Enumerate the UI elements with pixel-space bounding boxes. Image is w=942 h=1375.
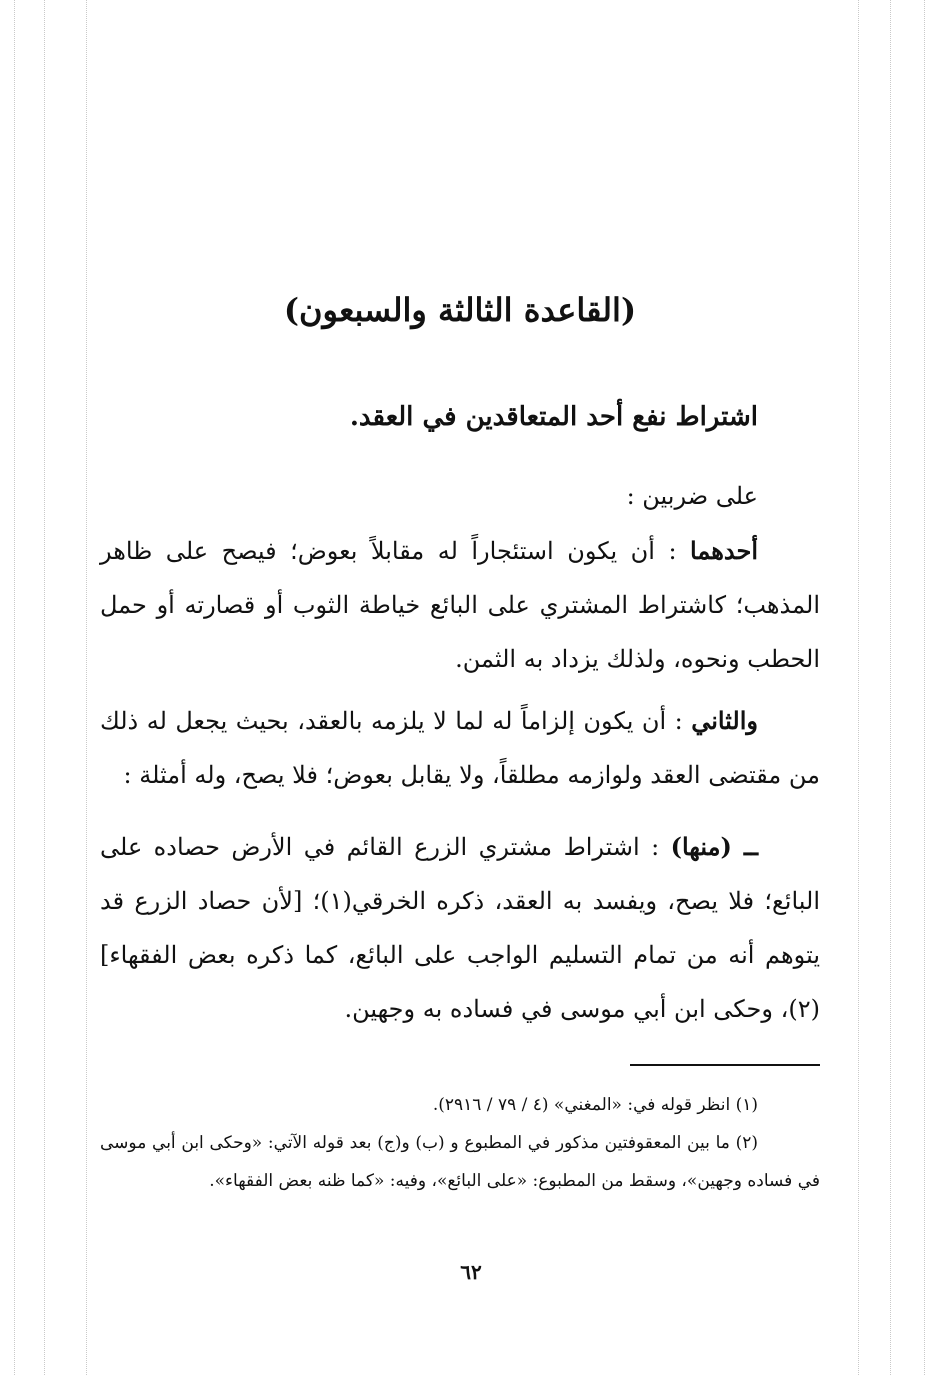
book-page bbox=[100, 270, 820, 1200]
paragraph-text: : اشتراط مشتري الزرع القائم في الأرض حصاده على البائع؛ فلا يصح، ويفسد به العقد، ذكره الخرقي(١)؛ [لأن حصاد الزرع قد يتوهم أنه من تمام التسليم الواجب على البائع، كما ذكره بعض الفقهاء](٢)، وحكى ابن أبي موسى في فساده به وجهين. bbox=[100, 833, 820, 1023]
paragraph-lead: والثاني bbox=[691, 706, 758, 735]
scan-guide-line bbox=[86, 0, 87, 1375]
section-title: اشتراط نفع أحد المتعاقدين في العقد. bbox=[349, 402, 758, 432]
footnotes bbox=[100, 1086, 820, 1200]
scan-guide-line bbox=[44, 0, 45, 1375]
paragraph-text: : أن يكون إلزاماً له لما لا يلزمه بالعقد، بحيث يجعل له ذلك من مقتضى العقد ولوازمه مطلقاً، ولا يقابل بعوض؛ فلا يصح، وله أمثلة : bbox=[100, 707, 820, 789]
footnote-1: (١) انظر قوله في: «المغني» (٤ / ٧٩ / ٢٩١٦). bbox=[432, 1095, 758, 1115]
scan-guide-line bbox=[924, 0, 925, 1375]
chapter-title: (القاعدة الثالثة والسبعون) bbox=[283, 291, 637, 329]
scan-guide-line bbox=[14, 0, 15, 1375]
paragraph-text: : أن يكون استئجاراً له مقابلاً بعوض؛ فيصح على ظاهر المذهب؛ كاشتراط المشتري على البائع خياطة الثوب أو قصارته أو حمل الحطب ونحوه، ولذلك يزداد به الثمن. bbox=[100, 537, 820, 673]
footnote-2: (٢) ما بين المعقوفتين مذكور في المطبوع و (ب) و(ج) بعد قوله الآتي: «وحكى ابن أبي موسى في فساده وجهين»، وسقط من المطبوع: «على البائع»، وفيه: «كما ظنه بعض الفقهاء». bbox=[100, 1133, 820, 1191]
paragraph-second-kind bbox=[100, 694, 820, 802]
page-number: ٦٢ bbox=[460, 1260, 482, 1284]
paragraph-first-kind bbox=[100, 524, 820, 686]
footnote-divider bbox=[630, 1064, 820, 1066]
scan-guide-line bbox=[890, 0, 891, 1375]
paragraph-lead: أحدهما bbox=[690, 536, 758, 565]
scan-guide-line bbox=[858, 0, 859, 1375]
paragraph-example bbox=[100, 820, 820, 1036]
intro-line: على ضربين : bbox=[626, 482, 758, 510]
paragraph-lead: ــ (منها) bbox=[670, 832, 758, 861]
